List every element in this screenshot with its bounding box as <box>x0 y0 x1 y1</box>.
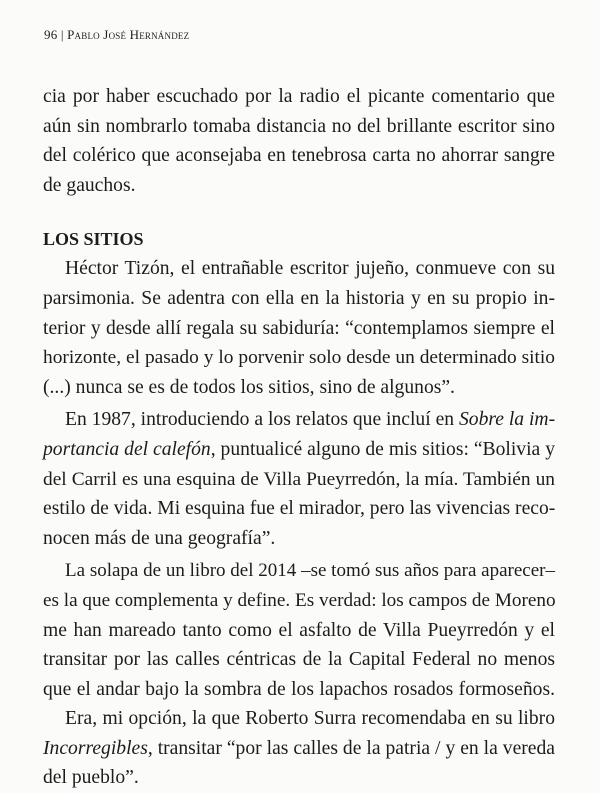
text-line: estilo de vida. Mi esquina fue el mirador, pero las vivencias reco- <box>43 498 556 520</box>
text-run: En 1987, introduciendo a los relatos que incluí en <box>65 409 459 431</box>
text-line: (...) nunca se es de todos los sitios, sino de algunos”. <box>43 376 455 398</box>
text-line <box>43 734 555 764</box>
text-line: de gauchos. <box>43 174 136 196</box>
paragraph-1987 <box>43 405 555 553</box>
text-line: horizonte, el pasado y lo porvenir solo desde un determinado sitio <box>43 347 555 369</box>
page-number: 96 <box>44 27 58 42</box>
text-line: del pueblo”. <box>43 767 139 789</box>
text-line: del Carril es una esquina de Villa Pueyrredón, la mía. También un <box>43 468 555 490</box>
text-line: Era, mi opción, la que Roberto Surra recomendaba en su libro <box>65 708 555 730</box>
book-title: Incorregibles <box>43 737 148 759</box>
author-name: Pablo José Hernández <box>67 27 190 42</box>
text-line: La solapa de un libro del 2014 –se tomó sus años para aparecer– <box>65 560 555 582</box>
body-text <box>43 82 555 793</box>
text-line: terior y desde allí regala su sabiduría: “contemplamos siempre el <box>43 317 555 339</box>
text-run: , transitar “por las calles de la patria / y en la vereda <box>147 737 555 759</box>
text-line: del colérico que aconsejaba en tenebrosa carta no ahorrar sangre <box>43 145 555 167</box>
text-line: Héctor Tizón, el entrañable escritor jujeño, conmueve con su <box>65 258 555 280</box>
text-line: me han mareado tanto como el asfalto de Villa Pueyrredón y el <box>43 619 555 641</box>
section-heading: LOS SITIOS <box>43 229 144 250</box>
paragraph-tizon <box>43 254 555 402</box>
book-title: portancia del calefón <box>43 438 211 460</box>
text-line <box>43 405 555 435</box>
paragraph-solapa <box>43 556 555 704</box>
header-separator: | <box>60 27 64 42</box>
intro-paragraph <box>43 82 555 200</box>
running-header <box>44 27 189 43</box>
text-line: nocen más de una geografía”. <box>43 527 276 549</box>
text-run: , puntualicé alguno de mis sitios: “Bolivia y <box>210 438 555 460</box>
text-line: parsimonia. Se adentra con ella en la historia y en su propio in- <box>43 287 555 309</box>
text-line: aún sin nombrarlo tomaba distancia no del brillante escritor sino <box>43 115 555 137</box>
text-line: transitar por las calles céntricas de la Capital Federal no menos <box>43 649 555 671</box>
book-title: Sobre la im- <box>458 409 556 431</box>
text-line <box>43 435 555 465</box>
text-line: es la que complementa y define. Es verdad: los campos de Moreno <box>43 589 556 611</box>
text-line: cia por haber escuchado por la radio el picante comentario que <box>43 86 555 107</box>
text-line: que el andar bajo la sombra de los lapachos rosados formoseños. <box>43 678 555 700</box>
